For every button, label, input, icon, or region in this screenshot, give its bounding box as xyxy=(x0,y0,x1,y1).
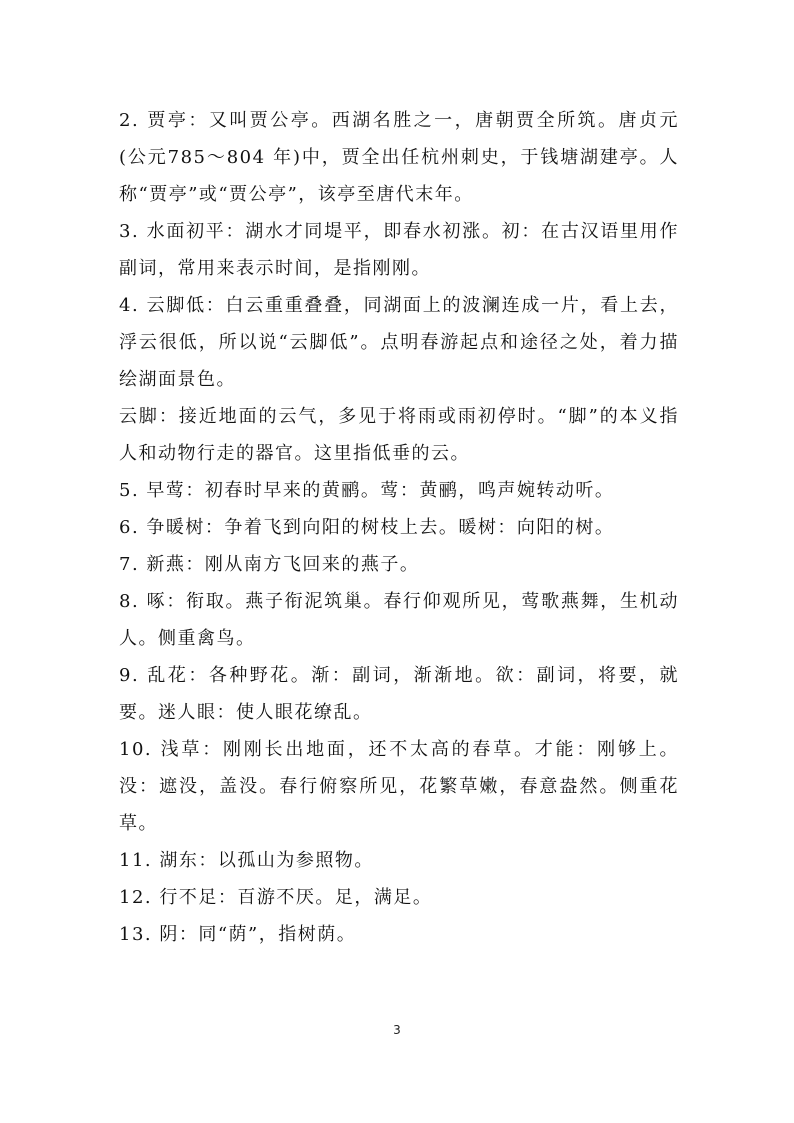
note-hu-dong: 11. 湖东：以孤山为参照物。 xyxy=(119,850,374,871)
note-zao-ying: 5. 早莺：初春时早来的黄鹂。莺：黄鹂，鸣声婉转动听。 xyxy=(119,480,615,501)
note-yin: 13. 阴：同“荫”，指树荫。 xyxy=(119,924,357,945)
note-yunjiao: 云脚：接近地面的云气，多见于将雨或雨初停时。“脚”的本义指人和动物行走的器官。这里指低垂的云。 xyxy=(119,406,679,464)
note-jia-ting: 2. 贾亭：又叫贾公亭。西湖名胜之一，唐朝贾全所筑。唐贞元(公元785～804 年)中，贾全出任杭州刺史，于钱塘湖建亭。人称“贾亭”或“贾公亭”，该亭至唐代末年。 xyxy=(119,110,679,205)
note-luan-hua: 9. 乱花：各种野花。渐：副词，渐渐地。欲：副词，将要，就要。迷人眼：使人眼花缭乱。 xyxy=(119,665,679,723)
annotation-notes xyxy=(119,102,679,953)
note-xin-yan: 7. 新燕：刚从南方飞回来的燕子。 xyxy=(119,554,420,575)
note-shuimian-chuping: 3. 水面初平：湖水才同堤平，即春水初涨。初：在古汉语里用作副词，常用来表示时间，是指刚刚。 xyxy=(119,221,679,279)
page-number: 3 xyxy=(393,1023,401,1037)
note-qian-cao: 10. 浅草：刚刚长出地面，还不太高的春草。才能：刚够上。没：遮没，盖没。春行俯察所见，花繁草嫩，春意盎然。侧重花草。 xyxy=(119,739,679,834)
note-zhuo: 8. 啄：衔取。燕子衔泥筑巢。春行仰观所见，莺歌燕舞，生机动人。侧重禽鸟。 xyxy=(119,591,679,649)
note-xing-buzu: 12. 行不足：百游不厌。足，满足。 xyxy=(119,887,433,908)
note-yunjiao-di: 4. 云脚低：白云重重叠叠，同湖面上的波澜连成一片，看上去，浮云很低，所以说“云脚低”。点明春游起点和途径之处，着力描绘湖面景色。 xyxy=(119,295,679,390)
note-zheng-nuanshu: 6. 争暖树：争着飞到向阳的树枝上去。暖树：向阳的树。 xyxy=(119,517,615,538)
